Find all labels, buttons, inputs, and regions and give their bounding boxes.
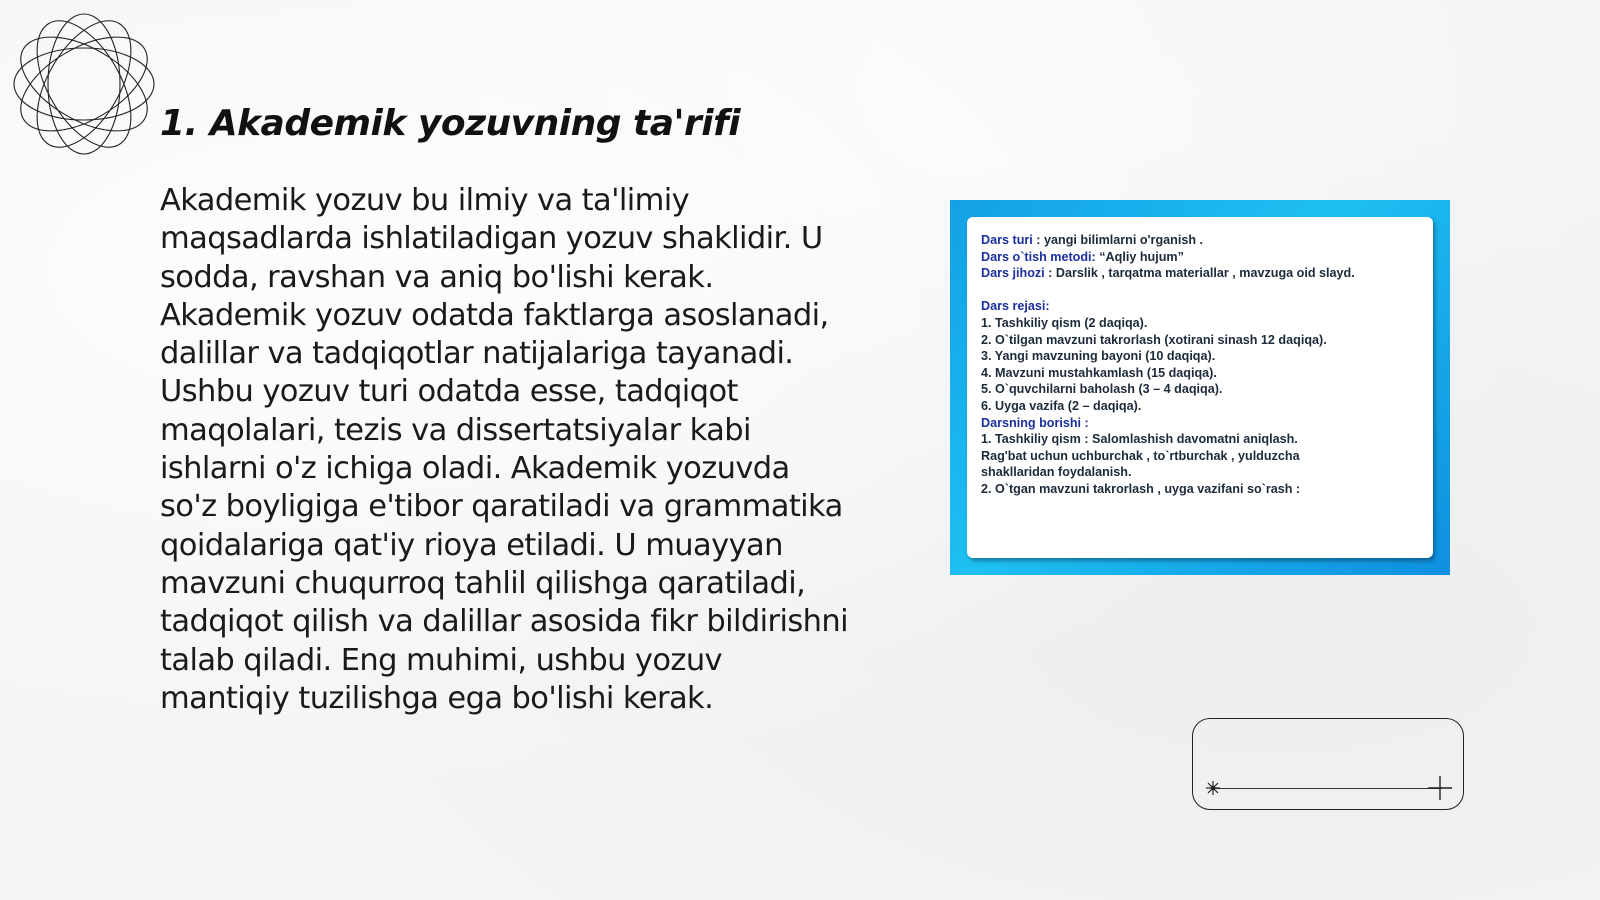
- lesson-equipment-line: [981, 265, 1419, 282]
- plan-item: 5. O`quvchilarni baholash (3 – 4 daqiqa).: [981, 382, 1223, 397]
- spacer: [981, 282, 1419, 299]
- lesson-method-line: [981, 249, 1419, 266]
- crosshair-icon: [1428, 776, 1452, 800]
- lesson-type-line: [981, 232, 1419, 249]
- lesson-equipment-label: Dars jihozi: [981, 266, 1045, 281]
- plan-item: 1. Tashkiliy qism (2 daqiqa).: [981, 315, 1148, 330]
- lesson-plan-heading: Dars rejasi:: [981, 299, 1050, 314]
- slide-title: 1. Akademik yozuvning ta'rifi: [160, 103, 741, 144]
- progress-item: shakllaridan foydalanish.: [981, 465, 1132, 480]
- plan-item: 3. Yangi mavzuning bayoni (10 daqiqa).: [981, 349, 1216, 364]
- slide-body-text: Akademik yozuv bu ilmiy va ta'limiy maqsadlarda ishlatiladigan yozuv shaklidir. U sodda, ravshan va aniq bo'lishi kerak. Akademik yozuv odatda faktlarga asoslanadi, dalillar va tadqiqotlar natijalariga tayanadi. Ushbu yozuv turi odatda esse, tadqiqot maqolalari, tezis va dissertatsiyalar kabi ishlarni o'z ichiga oladi. Akademik yozuvda so'z boyligiga e'tibor qaratiladi va grammatika qoidalariga qat'iy rioya etiladi. U muayyan mavzuni chuqurroq tahlil qilishga qaratiladi, tadqiqot qilish va dalillar asosida fikr bildirishni talab qiladi. Eng muhimi, ushbu yozuv mantiqiy tuzilishga ega bo'lishi kerak.: [160, 183, 848, 716]
- lesson-method-label: Dars o`tish metodi:: [981, 249, 1096, 264]
- lesson-progress-heading: Darsning borishi :: [981, 415, 1089, 430]
- lesson-type-value: : yangi bilimlarni o'rganish .: [1032, 233, 1204, 247]
- plan-item: 6. Uyga vazifa (2 – daqiqa).: [981, 398, 1142, 413]
- lesson-method-value: “Aqliy hujum”: [1095, 249, 1184, 264]
- progress-item: Rag'bat uchun uchburchak , to`rtburchak , yulduzcha: [981, 448, 1300, 463]
- lesson-plan-card: [967, 217, 1433, 558]
- progress-item: 1. Tashkiliy qism : Salomlashish davomatni aniqlash.: [981, 432, 1298, 447]
- plan-item: 2. O`tilgan mavzuni takrorlash (xotirani sinash 12 daqiqa).: [981, 332, 1327, 347]
- decorative-line: [1212, 788, 1442, 789]
- plan-item: 4. Mavzuni mustahkamlash (15 daqiqa).: [981, 365, 1217, 380]
- lesson-equipment-value: : Darslik , tarqatma materiallar , mavzuga oid slayd.: [1044, 266, 1355, 281]
- spirograph-ornament-icon: [10, 10, 158, 158]
- lesson-plan-image: [950, 200, 1450, 575]
- sparkle-icon: [1205, 780, 1221, 796]
- lesson-type-label: Dars turi: [981, 233, 1033, 247]
- progress-item: 2. O`tgan mavzuni takrorlash , uyga vazifani so`rash :: [981, 481, 1301, 496]
- decorative-rounded-box: [1192, 718, 1464, 810]
